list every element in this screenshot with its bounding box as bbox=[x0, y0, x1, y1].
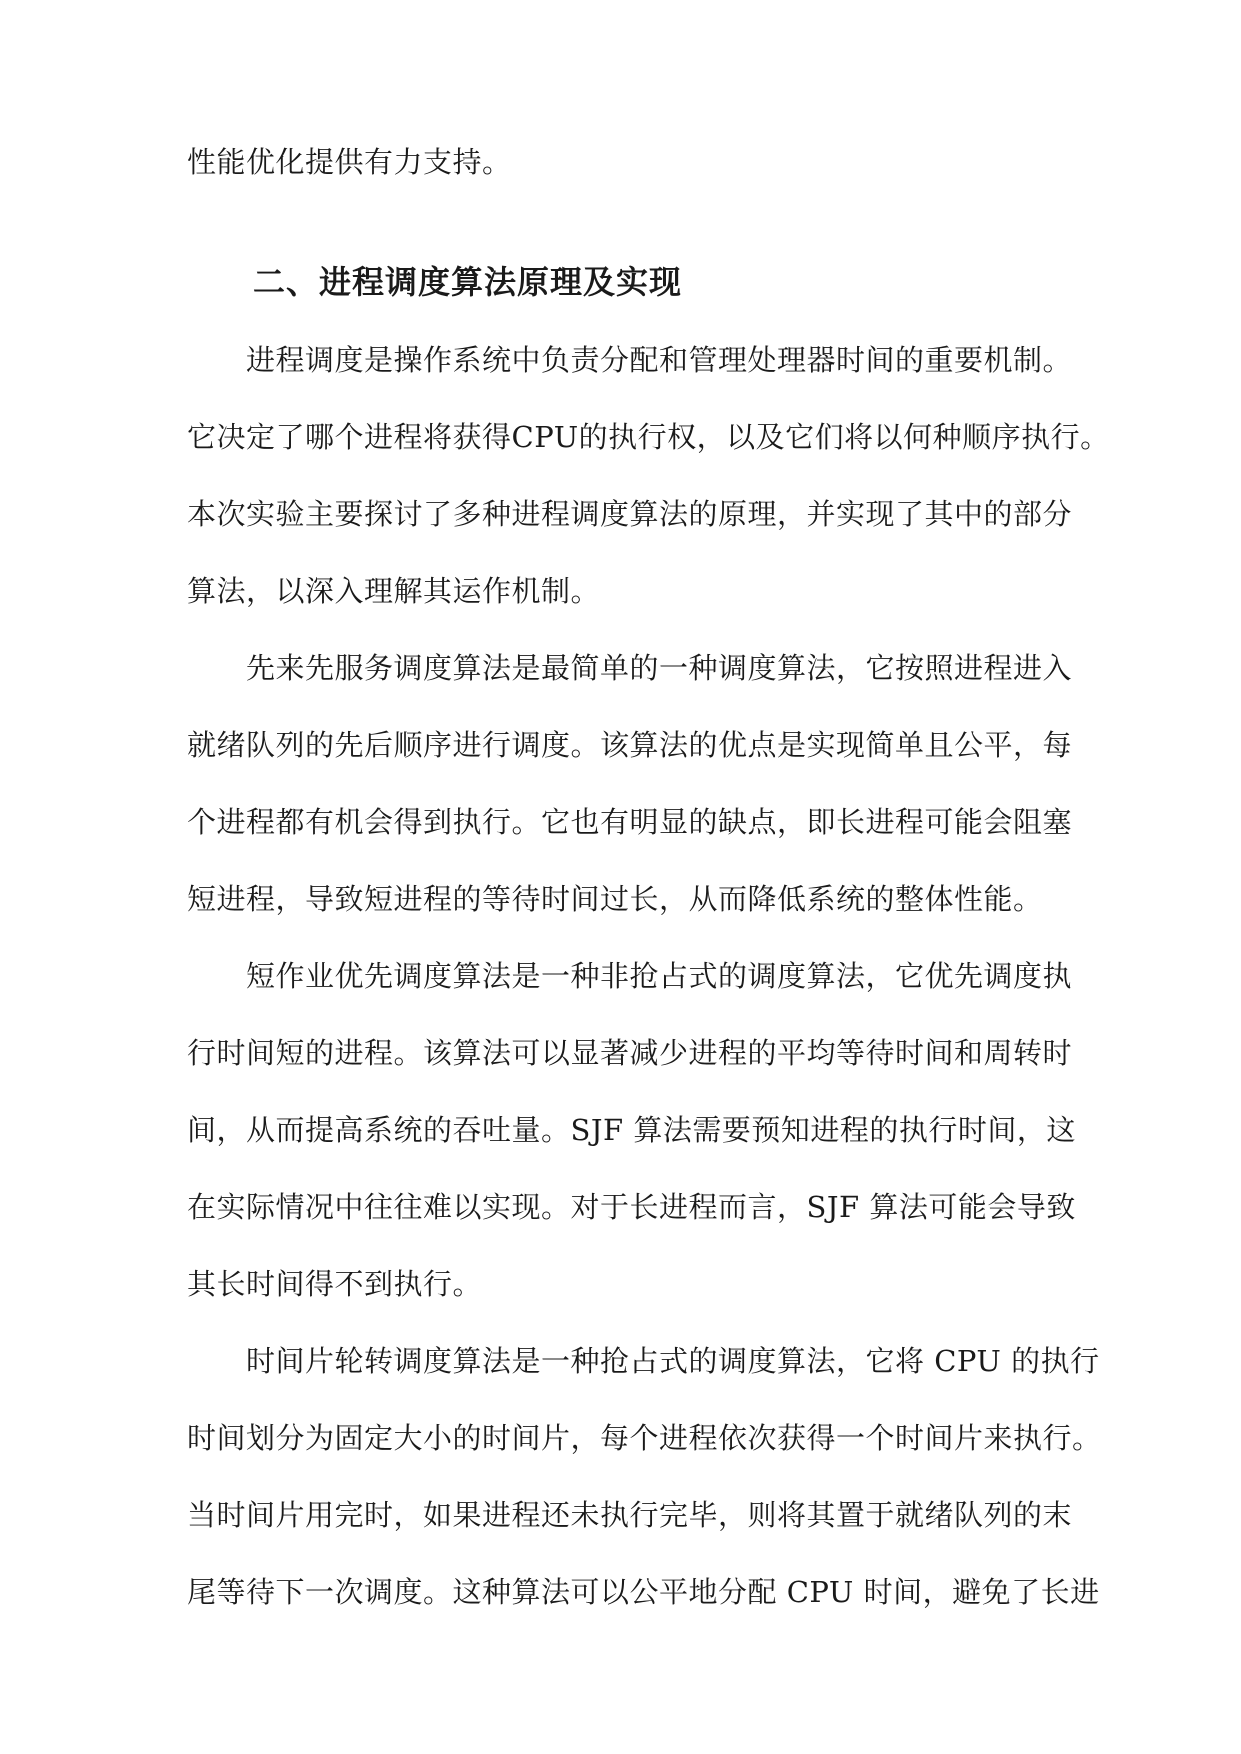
paragraph-2-line-2: 就绪队列的先后顺序进行调度。该算法的优点是实现简单且公平，每 bbox=[187, 728, 1073, 762]
paragraph-1-line-2: 它决定了哪个进程将获得CPU的执行权，以及它们将以何种顺序执行。 bbox=[187, 420, 1110, 454]
paragraph-1-line-4: 算法，以深入理解其运作机制。 bbox=[187, 574, 601, 608]
lead-line: 性能优化提供有力支持。 bbox=[187, 145, 512, 179]
paragraph-1-line-1: 进程调度是操作系统中负责分配和管理处理器时间的重要机制。 bbox=[246, 343, 1073, 377]
paragraph-3-line-4: 在实际情况中往往难以实现。对于长进程而言，SJF 算法可能会导致 bbox=[187, 1190, 1076, 1224]
paragraph-2-line-3: 个进程都有机会得到执行。它也有明显的缺点，即长进程可能会阻塞 bbox=[187, 805, 1073, 839]
paragraph-1-line-3: 本次实验主要探讨了多种进程调度算法的原理，并实现了其中的部分 bbox=[187, 497, 1073, 531]
paragraph-2-line-1: 先来先服务调度算法是最简单的一种调度算法，它按照进程进入 bbox=[246, 651, 1073, 685]
paragraph-4-line-4: 尾等待下一次调度。这种算法可以公平地分配 CPU 时间，避免了长进 bbox=[187, 1575, 1100, 1609]
paragraph-4-line-2: 时间划分为固定大小的时间片，每个进程依次获得一个时间片来执行。 bbox=[187, 1421, 1102, 1455]
paragraph-4-line-3: 当时间片用完时，如果进程还未执行完毕，则将其置于就绪队列的末 bbox=[187, 1498, 1073, 1532]
section-heading: 二、进程调度算法原理及实现 bbox=[253, 263, 683, 301]
paragraph-4-line-1: 时间片轮转调度算法是一种抢占式的调度算法，它将 CPU 的执行 bbox=[246, 1344, 1100, 1378]
paragraph-3-line-1: 短作业优先调度算法是一种非抢占式的调度算法，它优先调度执 bbox=[246, 959, 1073, 993]
paragraph-3-line-2: 行时间短的进程。该算法可以显著减少进程的平均等待时间和周转时 bbox=[187, 1036, 1073, 1070]
paragraph-3-line-5: 其长时间得不到执行。 bbox=[187, 1267, 483, 1301]
paragraph-2-line-4: 短进程，导致短进程的等待时间过长，从而降低系统的整体性能。 bbox=[187, 882, 1043, 916]
paragraph-3-line-3: 间，从而提高系统的吞吐量。SJF 算法需要预知进程的执行时间，这 bbox=[187, 1113, 1076, 1147]
